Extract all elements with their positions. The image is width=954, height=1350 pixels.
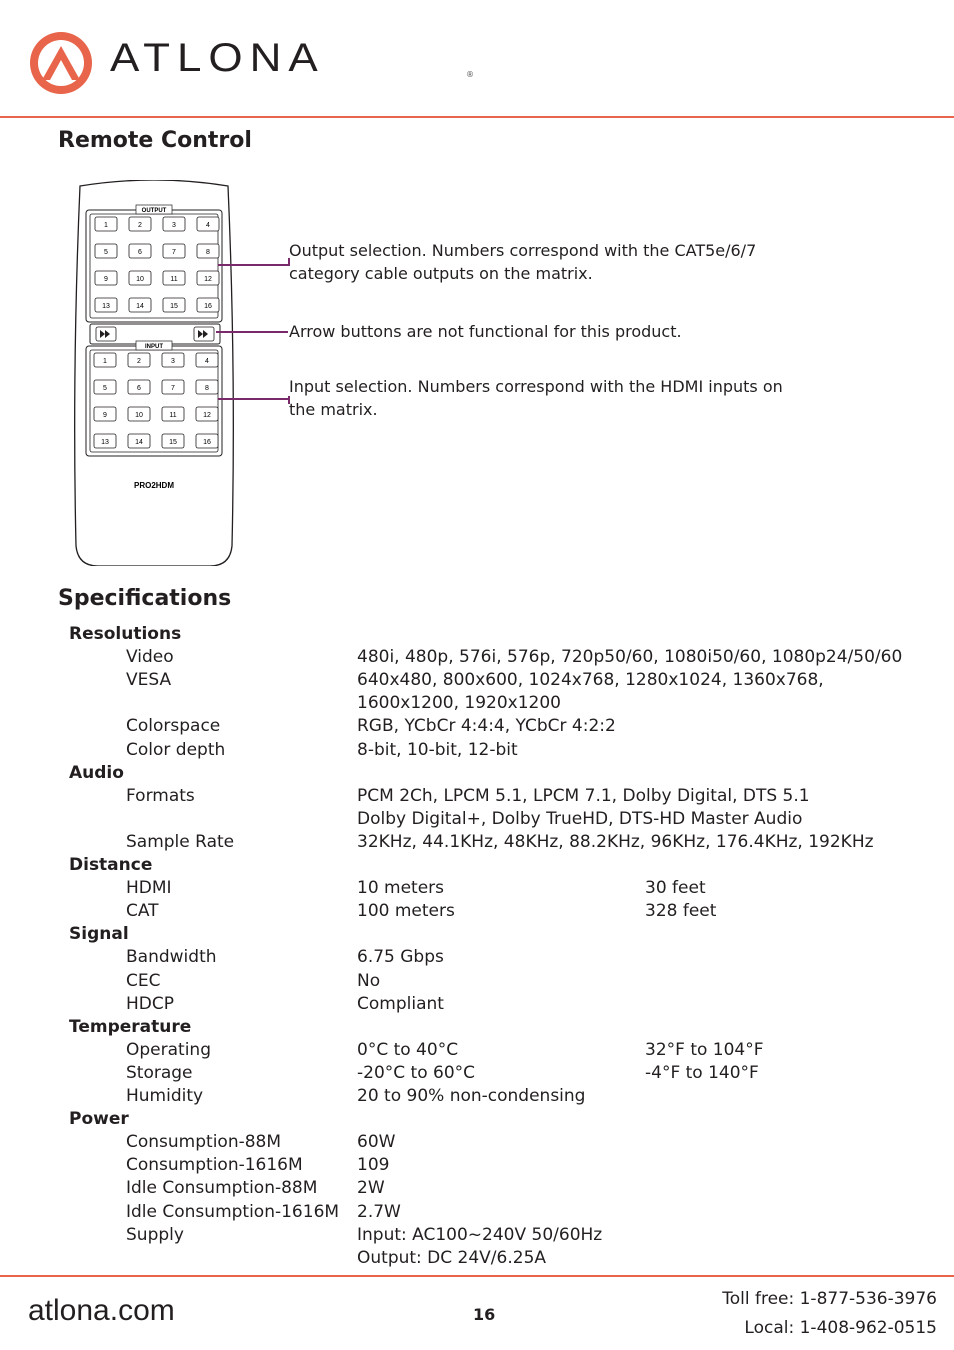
output-button-label-9: 9: [104, 276, 108, 283]
spec-label: Color depth: [126, 740, 226, 760]
spec-value: 640x480, 800x600, 1024x768, 1280x1024, 1360x768,: [357, 670, 824, 690]
input-button-label-6: 6: [137, 385, 141, 392]
output-button-label-10: 10: [136, 276, 144, 283]
spec-value: 100 meters: [357, 901, 455, 921]
spec-value: No: [357, 971, 381, 991]
remote-model-label: PRO2HDM: [133, 481, 175, 490]
spec-label: VESA: [126, 670, 172, 690]
spec-value: 20 to 90% non-condensing: [357, 1086, 586, 1106]
output-callout-line2: category cable outputs on the matrix.: [289, 264, 593, 283]
output-leader-line: [218, 264, 288, 266]
spec-value: 2.7W: [357, 1202, 401, 1222]
spec-label: Storage: [126, 1063, 193, 1083]
remote-output-label: OUTPUT: [141, 208, 167, 214]
spec-value: 0°C to 40°C: [357, 1040, 459, 1060]
output-button-label-15: 15: [170, 303, 178, 310]
page-number: 16: [473, 1305, 496, 1324]
footer-local: Local: 1-408-962-0515: [744, 1318, 937, 1338]
output-button-label-4: 4: [206, 222, 210, 229]
spec-label: Video: [126, 647, 174, 667]
spec-label: Consumption-88M: [126, 1132, 282, 1152]
output-callout: [289, 239, 756, 285]
registered-mark: ®: [466, 70, 474, 79]
spec-value: 1600x1200, 1920x1200: [357, 693, 561, 713]
output-callout-line1: Output selection. Numbers correspond with the CAT5e/6/7: [289, 241, 757, 260]
spec-category: Audio: [69, 763, 124, 783]
spec-label: Idle Consumption-88M: [126, 1178, 318, 1198]
spec-label: Supply: [126, 1225, 184, 1245]
input-button-label-12: 12: [203, 412, 211, 419]
spec-value: 109: [357, 1155, 390, 1175]
section-title-remote: Remote Control: [58, 128, 252, 153]
spec-value: -20°C to 60°C: [357, 1063, 476, 1083]
spec-label: CAT: [126, 901, 159, 921]
output-button-label-6: 6: [138, 249, 142, 256]
output-button-label-13: 13: [102, 303, 110, 310]
input-button-label-15: 15: [169, 439, 177, 446]
spec-category: Power: [69, 1109, 129, 1129]
brand-wordmark: ATLONA: [110, 36, 325, 81]
spec-value: 60W: [357, 1132, 396, 1152]
output-button-label-3: 3: [172, 222, 176, 229]
output-button-label-16: 16: [204, 303, 212, 310]
output-button-label-7: 7: [172, 249, 176, 256]
output-button-label-14: 14: [136, 303, 144, 310]
spec-value: Output: DC 24V/6.25A: [357, 1248, 547, 1268]
footer-tollfree: Toll free: 1-877-536-3976: [722, 1289, 937, 1309]
output-button-label-11: 11: [170, 276, 178, 283]
output-button-label-12: 12: [204, 276, 212, 283]
spec-value-alt: 30 feet: [645, 878, 706, 898]
spec-category: Resolutions: [69, 624, 182, 644]
output-button-label-8: 8: [206, 249, 210, 256]
arrow-callout: Arrow buttons are not functional for this product.: [289, 322, 682, 341]
input-button-label-5: 5: [103, 385, 107, 392]
input-leader-line: [218, 398, 288, 400]
input-button-label-2: 2: [137, 358, 141, 365]
spec-label: Sample Rate: [126, 832, 235, 852]
input-button-label-11: 11: [169, 412, 177, 419]
spec-value: Dolby Digital+, Dolby TrueHD, DTS-HD Master Audio: [357, 809, 803, 829]
spec-category: Temperature: [69, 1017, 192, 1037]
input-button-label-16: 16: [203, 439, 211, 446]
arrow-leader-line: [216, 331, 288, 333]
spec-category: Distance: [69, 855, 153, 875]
spec-label: Operating: [126, 1040, 211, 1060]
input-button-label-7: 7: [171, 385, 175, 392]
input-callout: [289, 375, 783, 421]
spec-value: 480i, 480p, 576i, 576p, 720p50/60, 1080i50/60, 1080p24/50/60: [357, 647, 903, 667]
spec-value: 2W: [357, 1178, 385, 1198]
input-callout-line2: the matrix.: [289, 400, 378, 419]
spec-label: HDMI: [126, 878, 172, 898]
output-button-label-5: 5: [104, 249, 108, 256]
output-button-label-1: 1: [104, 222, 108, 229]
input-button-label-1: 1: [103, 358, 107, 365]
spec-value-alt: 32°F to 104°F: [645, 1040, 764, 1060]
spec-value: 6.75 Gbps: [357, 947, 444, 967]
spec-label: Consumption-1616M: [126, 1155, 303, 1175]
spec-label: Formats: [126, 786, 195, 806]
input-button-label-8: 8: [205, 385, 209, 392]
footer-divider: [0, 1275, 954, 1277]
spec-value: Input: AC100~240V 50/60Hz: [357, 1225, 603, 1245]
section-title-specifications: Specifications: [58, 586, 232, 611]
spec-label: Idle Consumption-1616M: [126, 1202, 340, 1222]
input-button-label-13: 13: [101, 439, 109, 446]
spec-category: Signal: [69, 924, 129, 944]
spec-value: 10 meters: [357, 878, 445, 898]
input-button-label-4: 4: [205, 358, 209, 365]
spec-value: PCM 2Ch, LPCM 5.1, LPCM 7.1, Dolby Digital, DTS 5.1: [357, 786, 810, 806]
input-callout-line1: Input selection. Numbers correspond with the HDMI inputs on: [289, 377, 783, 396]
output-button-label-2: 2: [138, 222, 142, 229]
input-button-label-3: 3: [171, 358, 175, 365]
spec-value: Compliant: [357, 994, 444, 1014]
spec-value-alt: -4°F to 140°F: [645, 1063, 759, 1083]
footer-website: atlona.com: [28, 1294, 175, 1327]
spec-value-alt: 328 feet: [645, 901, 717, 921]
remote-input-label: INPUT: [145, 344, 163, 350]
header-divider: [0, 116, 954, 118]
remote-control-illustration: [72, 180, 236, 566]
spec-value: RGB, YCbCr 4:4:4, YCbCr 4:2:2: [357, 716, 616, 736]
input-button-label-10: 10: [135, 412, 143, 419]
spec-label: CEC: [126, 971, 161, 991]
spec-label: Humidity: [126, 1086, 204, 1106]
spec-label: Colorspace: [126, 716, 221, 736]
spec-label: HDCP: [126, 994, 174, 1014]
atlona-mark-icon: [28, 30, 94, 96]
spec-value: 32KHz, 44.1KHz, 48KHz, 88.2KHz, 96KHz, 176.4KHz, 192KHz: [357, 832, 874, 852]
input-button-label-14: 14: [135, 439, 143, 446]
spec-label: Bandwidth: [126, 947, 217, 967]
spec-value: 8-bit, 10-bit, 12-bit: [357, 740, 518, 760]
input-button-label-9: 9: [103, 412, 107, 419]
